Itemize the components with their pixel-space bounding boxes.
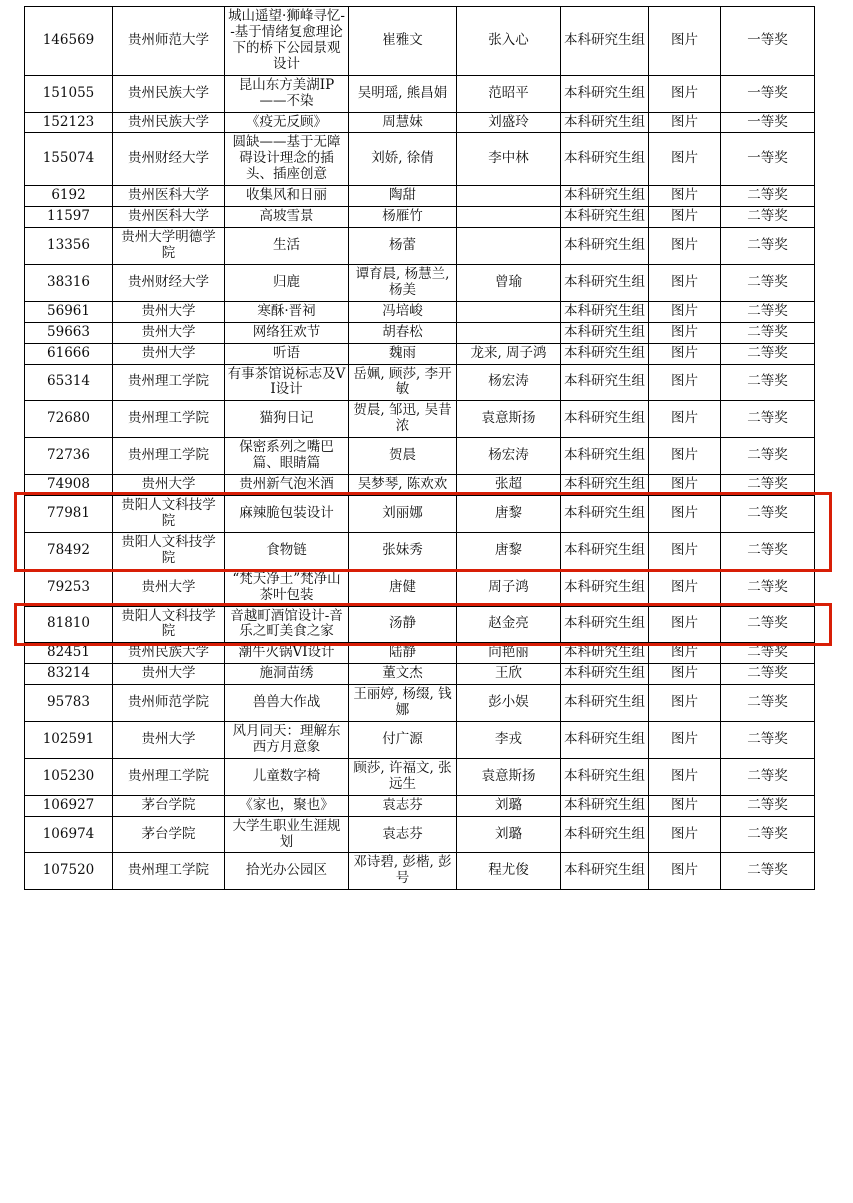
cell-work-id: 152123 (25, 112, 113, 133)
table-row (25, 795, 815, 816)
document-page (0, 6, 853, 1203)
cell-university: 贵州大学 (113, 301, 225, 322)
cell-tutor: 刘璐 (457, 795, 561, 816)
cell-author: 谭育晨, 杨慧兰, 杨美 (349, 264, 457, 301)
cell-type: 图片 (649, 438, 721, 475)
cell-type: 图片 (649, 606, 721, 643)
cell-award: 二等奖 (721, 606, 815, 643)
cell-author: 杨蕾 (349, 228, 457, 265)
cell-university: 贵阳人文科技学院 (113, 495, 225, 532)
cell-tutor: 袁意斯扬 (457, 401, 561, 438)
cell-work-title: 《疫无反顾》 (225, 112, 349, 133)
cell-type: 图片 (649, 853, 721, 890)
cell-work-title: 麻辣脆包装设计 (225, 495, 349, 532)
cell-type: 图片 (649, 643, 721, 664)
cell-tutor: 彭小娱 (457, 685, 561, 722)
cell-group: 本科研究生组 (561, 795, 649, 816)
cell-award: 二等奖 (721, 322, 815, 343)
table-row (25, 853, 815, 890)
cell-tutor: 杨宏涛 (457, 438, 561, 475)
cell-author: 周慧妹 (349, 112, 457, 133)
cell-group: 本科研究生组 (561, 532, 649, 569)
cell-work-title: 高坡雪景 (225, 207, 349, 228)
cell-work-id: 59663 (25, 322, 113, 343)
cell-author: 陆静 (349, 643, 457, 664)
cell-work-title: 《家也，聚也》 (225, 795, 349, 816)
cell-tutor: 唐黎 (457, 495, 561, 532)
cell-work-title: 收集风和日丽 (225, 186, 349, 207)
cell-author: 唐健 (349, 569, 457, 606)
cell-university: 贵州理工学院 (113, 438, 225, 475)
cell-university: 贵阳人文科技学院 (113, 532, 225, 569)
cell-work-id: 106927 (25, 795, 113, 816)
cell-work-id: 13356 (25, 228, 113, 265)
table-row (25, 343, 815, 364)
cell-author: 袁志芬 (349, 816, 457, 853)
cell-author: 汤静 (349, 606, 457, 643)
cell-work-id: 78492 (25, 532, 113, 569)
cell-tutor: 曾瑜 (457, 264, 561, 301)
cell-work-title: 兽兽大作战 (225, 685, 349, 722)
cell-group: 本科研究生组 (561, 364, 649, 401)
cell-group: 本科研究生组 (561, 133, 649, 186)
cell-award: 二等奖 (721, 495, 815, 532)
cell-tutor: 李中林 (457, 133, 561, 186)
cell-work-title: 听语 (225, 343, 349, 364)
cell-tutor: 范昭平 (457, 75, 561, 112)
cell-group: 本科研究生组 (561, 853, 649, 890)
cell-type: 图片 (649, 264, 721, 301)
cell-award: 一等奖 (721, 75, 815, 112)
cell-work-id: 61666 (25, 343, 113, 364)
table-row (25, 816, 815, 853)
cell-university: 贵州理工学院 (113, 853, 225, 890)
cell-group: 本科研究生组 (561, 343, 649, 364)
cell-work-title: 猫狗日记 (225, 401, 349, 438)
cell-work-id: 74908 (25, 475, 113, 496)
cell-work-title: 网络狂欢节 (225, 322, 349, 343)
cell-group: 本科研究生组 (561, 816, 649, 853)
cell-author: 魏雨 (349, 343, 457, 364)
cell-tutor: 刘盛玲 (457, 112, 561, 133)
cell-tutor (457, 207, 561, 228)
cell-university: 茅台学院 (113, 816, 225, 853)
cell-work-title: 大学生职业生涯规划 (225, 816, 349, 853)
cell-type: 图片 (649, 816, 721, 853)
cell-work-title: 贵州新气泡米酒 (225, 475, 349, 496)
cell-university: 贵州民族大学 (113, 643, 225, 664)
cell-tutor: 龙来, 周子鸿 (457, 343, 561, 364)
cell-award: 一等奖 (721, 7, 815, 76)
cell-tutor: 向艳丽 (457, 643, 561, 664)
cell-work-id: 77981 (25, 495, 113, 532)
cell-award: 二等奖 (721, 343, 815, 364)
cell-group: 本科研究生组 (561, 112, 649, 133)
cell-award: 二等奖 (721, 816, 815, 853)
cell-tutor (457, 228, 561, 265)
cell-group: 本科研究生组 (561, 722, 649, 759)
cell-group: 本科研究生组 (561, 301, 649, 322)
cell-tutor: 唐黎 (457, 532, 561, 569)
cell-university: 贵州民族大学 (113, 112, 225, 133)
cell-group: 本科研究生组 (561, 758, 649, 795)
cell-award: 二等奖 (721, 532, 815, 569)
cell-university: 贵州大学 (113, 343, 225, 364)
cell-type: 图片 (649, 75, 721, 112)
cell-group: 本科研究生组 (561, 438, 649, 475)
cell-work-id: 56961 (25, 301, 113, 322)
cell-work-id: 81810 (25, 606, 113, 643)
table-row (25, 264, 815, 301)
cell-work-title: 食物链 (225, 532, 349, 569)
cell-award: 二等奖 (721, 301, 815, 322)
cell-group: 本科研究生组 (561, 606, 649, 643)
table-row (25, 438, 815, 475)
cell-tutor (457, 301, 561, 322)
cell-group: 本科研究生组 (561, 228, 649, 265)
cell-group: 本科研究生组 (561, 7, 649, 76)
cell-award: 二等奖 (721, 228, 815, 265)
table-row (25, 7, 815, 76)
cell-author: 陶甜 (349, 186, 457, 207)
cell-university: 贵州医科大学 (113, 207, 225, 228)
cell-author: 杨雁竹 (349, 207, 457, 228)
cell-work-title: 城山遥望·狮峰寻忆--基于情绪复愈理论下的桥下公园景观设计 (225, 7, 349, 76)
cell-author: 吴明瑶, 熊昌娟 (349, 75, 457, 112)
cell-type: 图片 (649, 495, 721, 532)
cell-award: 二等奖 (721, 758, 815, 795)
cell-work-id: 38316 (25, 264, 113, 301)
cell-group: 本科研究生组 (561, 495, 649, 532)
cell-group: 本科研究生组 (561, 664, 649, 685)
cell-work-title: “梵天净土”梵净山茶叶包装 (225, 569, 349, 606)
cell-type: 图片 (649, 343, 721, 364)
cell-award: 二等奖 (721, 569, 815, 606)
cell-university: 贵州医科大学 (113, 186, 225, 207)
cell-work-title: 风月同天：理解东西方月意象 (225, 722, 349, 759)
cell-work-title: 圆缺——基于无障碍设计理念的插头、插座创意 (225, 133, 349, 186)
cell-tutor: 杨宏涛 (457, 364, 561, 401)
cell-work-id: 155074 (25, 133, 113, 186)
cell-work-id: 6192 (25, 186, 113, 207)
cell-tutor: 袁意斯扬 (457, 758, 561, 795)
cell-type: 图片 (649, 322, 721, 343)
cell-work-title: 音越町酒馆设计-音乐之町美食之家 (225, 606, 349, 643)
cell-award: 二等奖 (721, 438, 815, 475)
cell-award: 二等奖 (721, 401, 815, 438)
cell-group: 本科研究生组 (561, 401, 649, 438)
cell-author: 吴梦琴, 陈欢欢 (349, 475, 457, 496)
cell-university: 贵州财经大学 (113, 264, 225, 301)
cell-award: 二等奖 (721, 364, 815, 401)
table-row (25, 495, 815, 532)
cell-university: 贵州师范学院 (113, 685, 225, 722)
cell-work-title: 生活 (225, 228, 349, 265)
cell-award: 一等奖 (721, 133, 815, 186)
cell-work-title: 拾光办公园区 (225, 853, 349, 890)
table-body (25, 7, 815, 890)
cell-author: 贺晨 (349, 438, 457, 475)
cell-author: 董文杰 (349, 664, 457, 685)
cell-author: 刘丽娜 (349, 495, 457, 532)
table-row (25, 606, 815, 643)
cell-type: 图片 (649, 228, 721, 265)
table-row (25, 112, 815, 133)
cell-type: 图片 (649, 475, 721, 496)
cell-type: 图片 (649, 758, 721, 795)
cell-work-title: 有事茶馆说标志及VI设计 (225, 364, 349, 401)
cell-author: 袁志芬 (349, 795, 457, 816)
table-row (25, 228, 815, 265)
cell-group: 本科研究生组 (561, 322, 649, 343)
table-row (25, 664, 815, 685)
cell-tutor: 李戎 (457, 722, 561, 759)
cell-university: 贵州大学 (113, 569, 225, 606)
cell-tutor (457, 186, 561, 207)
cell-work-id: 95783 (25, 685, 113, 722)
table-row (25, 758, 815, 795)
cell-award: 二等奖 (721, 643, 815, 664)
cell-group: 本科研究生组 (561, 569, 649, 606)
cell-work-id: 107520 (25, 853, 113, 890)
cell-author: 付广源 (349, 722, 457, 759)
cell-group: 本科研究生组 (561, 685, 649, 722)
cell-university: 贵州大学 (113, 722, 225, 759)
cell-university: 贵州理工学院 (113, 401, 225, 438)
cell-work-id: 82451 (25, 643, 113, 664)
cell-type: 图片 (649, 301, 721, 322)
cell-type: 图片 (649, 133, 721, 186)
cell-work-title: 施洞苗绣 (225, 664, 349, 685)
cell-author: 刘娇, 徐倩 (349, 133, 457, 186)
cell-work-id: 83214 (25, 664, 113, 685)
cell-university: 贵州大学 (113, 475, 225, 496)
table-row (25, 685, 815, 722)
cell-work-title: 保密系列之嘴巴篇、眼睛篇 (225, 438, 349, 475)
cell-tutor: 刘璐 (457, 816, 561, 853)
cell-award: 二等奖 (721, 664, 815, 685)
cell-award: 二等奖 (721, 475, 815, 496)
cell-author: 冯培峻 (349, 301, 457, 322)
cell-tutor: 周子鸿 (457, 569, 561, 606)
cell-group: 本科研究生组 (561, 186, 649, 207)
cell-type: 图片 (649, 364, 721, 401)
cell-type: 图片 (649, 532, 721, 569)
cell-university: 贵州民族大学 (113, 75, 225, 112)
cell-author: 张妹秀 (349, 532, 457, 569)
table-row (25, 75, 815, 112)
cell-university: 茅台学院 (113, 795, 225, 816)
cell-group: 本科研究生组 (561, 264, 649, 301)
cell-university: 贵州大学 (113, 664, 225, 685)
cell-type: 图片 (649, 664, 721, 685)
cell-university: 贵州大学明德学院 (113, 228, 225, 265)
cell-author: 邓诗碧, 彭楷, 彭号 (349, 853, 457, 890)
cell-work-title: 昆山东方美湖IP——不染 (225, 75, 349, 112)
cell-work-id: 102591 (25, 722, 113, 759)
cell-tutor: 张超 (457, 475, 561, 496)
cell-type: 图片 (649, 569, 721, 606)
cell-type: 图片 (649, 722, 721, 759)
cell-work-id: 151055 (25, 75, 113, 112)
cell-university: 贵州财经大学 (113, 133, 225, 186)
cell-award: 二等奖 (721, 853, 815, 890)
table-row (25, 133, 815, 186)
cell-type: 图片 (649, 186, 721, 207)
cell-type: 图片 (649, 7, 721, 76)
cell-work-id: 11597 (25, 207, 113, 228)
cell-university: 贵州理工学院 (113, 364, 225, 401)
table-row (25, 186, 815, 207)
table-row (25, 475, 815, 496)
cell-author: 胡春松 (349, 322, 457, 343)
cell-author: 岳姵, 顾莎, 李开敏 (349, 364, 457, 401)
cell-work-id: 72736 (25, 438, 113, 475)
cell-group: 本科研究生组 (561, 475, 649, 496)
cell-type: 图片 (649, 112, 721, 133)
cell-tutor: 程尤俊 (457, 853, 561, 890)
cell-work-id: 79253 (25, 569, 113, 606)
cell-award: 二等奖 (721, 722, 815, 759)
cell-award: 二等奖 (721, 264, 815, 301)
cell-author: 崔雅文 (349, 7, 457, 76)
cell-work-id: 72680 (25, 401, 113, 438)
cell-group: 本科研究生组 (561, 75, 649, 112)
cell-work-id: 105230 (25, 758, 113, 795)
cell-tutor: 王欣 (457, 664, 561, 685)
cell-work-title: 寒酥·晋祠 (225, 301, 349, 322)
cell-award: 二等奖 (721, 795, 815, 816)
cell-tutor: 赵金亮 (457, 606, 561, 643)
table-row (25, 207, 815, 228)
table-row (25, 401, 815, 438)
table-row (25, 301, 815, 322)
cell-work-id: 146569 (25, 7, 113, 76)
table-row (25, 364, 815, 401)
cell-work-title: 潮牛火锅VI设计 (225, 643, 349, 664)
cell-type: 图片 (649, 207, 721, 228)
table-row (25, 569, 815, 606)
table-row (25, 322, 815, 343)
award-table (24, 6, 815, 890)
cell-university: 贵州师范大学 (113, 7, 225, 76)
cell-type: 图片 (649, 685, 721, 722)
cell-university: 贵州理工学院 (113, 758, 225, 795)
table-row (25, 722, 815, 759)
cell-award: 一等奖 (721, 112, 815, 133)
cell-university: 贵州大学 (113, 322, 225, 343)
cell-type: 图片 (649, 401, 721, 438)
cell-award: 二等奖 (721, 685, 815, 722)
table-row (25, 532, 815, 569)
cell-author: 王丽婷, 杨缀, 钱娜 (349, 685, 457, 722)
cell-type: 图片 (649, 795, 721, 816)
cell-group: 本科研究生组 (561, 207, 649, 228)
cell-work-title: 归鹿 (225, 264, 349, 301)
cell-university: 贵阳人文科技学院 (113, 606, 225, 643)
cell-tutor: 张入心 (457, 7, 561, 76)
cell-tutor (457, 322, 561, 343)
cell-work-title: 儿童数字椅 (225, 758, 349, 795)
table-row (25, 643, 815, 664)
cell-author: 贺晨, 邹迅, 吴昔浓 (349, 401, 457, 438)
cell-author: 顾莎, 许福文, 张远生 (349, 758, 457, 795)
cell-work-id: 65314 (25, 364, 113, 401)
cell-work-id: 106974 (25, 816, 113, 853)
cell-award: 二等奖 (721, 207, 815, 228)
cell-group: 本科研究生组 (561, 643, 649, 664)
cell-award: 二等奖 (721, 186, 815, 207)
